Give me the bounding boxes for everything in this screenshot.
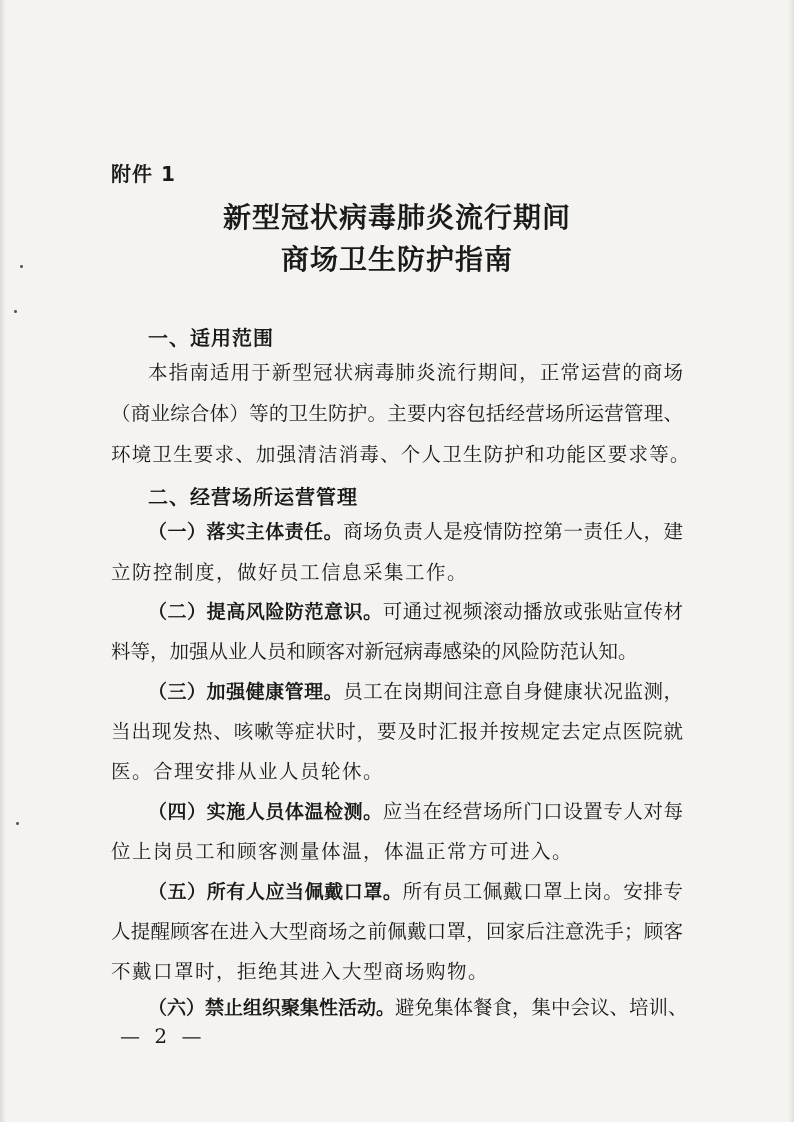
item-1-text: 商场负责人是疫情防控第一责任人，建 [343,520,683,543]
item-4-text: 应当在经营场所门口设置专人对每 [382,800,683,823]
section-1-heading: 一、适用范围 [148,326,274,350]
item-3-line: 医。合理安排从业人员轮休。 [111,760,385,783]
item-3-first-line [148,680,683,704]
item-3-text: 员工在岗期间注意自身健康状况监测， [343,680,683,703]
item-5-text: 所有员工佩戴口罩上岗。安排专 [402,880,683,903]
document-title-line-2: 商场卫生防护指南 [280,243,513,276]
item-5-line: 不戴口罩时，拒绝其进入大型商场购物。 [111,960,490,983]
item-5-line: 人提醒顾客在进入大型商场之前佩戴口罩，回家后注意洗手；顾客 [111,920,683,943]
item-4-lead: （四）实施人员体温检测。 [148,801,383,823]
item-2-first-line [148,600,683,624]
item-2-text: 可通过视频滚动播放或张贴宣传材 [382,600,683,623]
scan-edge-right [788,0,794,1122]
item-1-line: 立防控制度，做好员工信息采集工作。 [111,561,469,584]
item-6-text: 避免集体餐食，集中会议、培训、 [395,996,688,1019]
attachment-label: 附件 1 [111,162,176,186]
item-1-lead: （一）落实主体责任。 [148,521,344,543]
item-6-first-line [148,996,688,1020]
item-1-first-line [148,520,683,544]
item-4-line: 位上岗员工和顾客测量体温，体温正常方可进入。 [111,840,574,863]
scan-edge-left [0,0,6,1122]
item-3-lead: （三）加强健康管理。 [148,681,344,703]
section-2-heading: 二、经营场所运营管理 [148,485,358,509]
item-4-first-line [148,800,683,824]
section-1-line: 环境卫生要求、加强清洁消毒、个人卫生防护和功能区要求等。 [111,443,691,466]
item-2-line: 料等，加强从业人员和顾客对新冠病毒感染的风险防范认知。 [111,640,638,663]
item-2-lead: （二）提高风险防范意识。 [148,601,383,623]
scan-speck [16,822,19,825]
page-number: — 2 — [120,1024,206,1048]
item-6-lead: （六）禁止组织聚集性活动。 [148,997,396,1019]
item-5-first-line [148,880,683,904]
item-3-line: 当出现发热、咳嗽等症状时，要及时汇报并按规定去定点医院就 [111,720,683,743]
section-1-line: 本指南适用于新型冠状病毒肺炎流行期间，正常运营的商场 [148,361,683,384]
document-title-line-1: 新型冠状病毒肺炎流行期间 [222,201,571,234]
scan-speck [14,310,17,313]
item-5-lead: （五）所有人应当佩戴口罩。 [148,881,403,903]
section-1-line: （商业综合体）等的卫生防护。主要内容包括经营场所运营管理、 [111,402,683,425]
